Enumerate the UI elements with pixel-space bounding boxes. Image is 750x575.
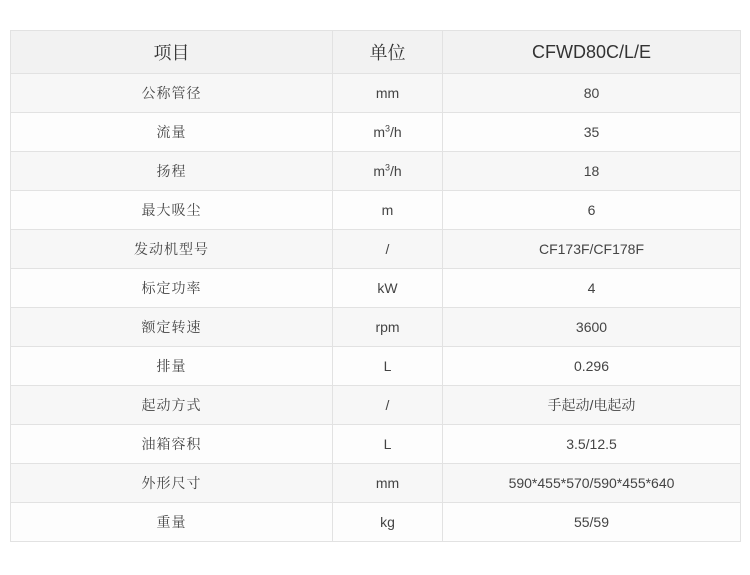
table-row	[11, 152, 741, 191]
row-spec-value: 35	[443, 113, 741, 152]
unit-suffix: /h	[390, 124, 402, 140]
unit-base: m	[373, 124, 385, 140]
row-item-label: 发动机型号	[11, 230, 333, 269]
table-row	[11, 74, 741, 113]
row-item-label: 最大吸尘	[11, 191, 333, 230]
row-spec-value: 55/59	[443, 503, 741, 542]
row-unit-value	[333, 152, 443, 191]
specification-table	[10, 30, 741, 542]
row-item-label: 起动方式	[11, 386, 333, 425]
table-row	[11, 230, 741, 269]
row-spec-value: 0.296	[443, 347, 741, 386]
row-spec-value: 18	[443, 152, 741, 191]
column-header-unit: 单位	[333, 31, 443, 74]
row-item-label: 额定转速	[11, 308, 333, 347]
row-spec-value: 80	[443, 74, 741, 113]
row-item-label: 标定功率	[11, 269, 333, 308]
table-row	[11, 113, 741, 152]
table-header-row	[11, 31, 741, 74]
row-unit-value: mm	[333, 464, 443, 503]
row-unit-value: L	[333, 347, 443, 386]
row-unit-value: kW	[333, 269, 443, 308]
table-row	[11, 386, 741, 425]
table-row	[11, 269, 741, 308]
column-header-model: CFWD80C/L/E	[443, 31, 741, 74]
row-spec-value: 4	[443, 269, 741, 308]
row-item-label: 公称管径	[11, 74, 333, 113]
row-unit-value: rpm	[333, 308, 443, 347]
unit-base: m	[373, 163, 385, 179]
row-item-label: 重量	[11, 503, 333, 542]
table-row	[11, 347, 741, 386]
unit-suffix: /h	[390, 163, 402, 179]
row-spec-value: 6	[443, 191, 741, 230]
table-row	[11, 464, 741, 503]
row-unit-value: m	[333, 191, 443, 230]
table-row	[11, 425, 741, 464]
unit-superscript: 3	[384, 162, 390, 173]
table-body	[11, 31, 741, 542]
row-item-label: 油箱容积	[11, 425, 333, 464]
row-item-label: 外形尺寸	[11, 464, 333, 503]
row-unit-value: L	[333, 425, 443, 464]
row-spec-value: 手起动/电起动	[443, 386, 741, 425]
row-item-label: 排量	[11, 347, 333, 386]
unit-superscript: 3	[384, 123, 390, 134]
table-row	[11, 191, 741, 230]
row-unit-value: kg	[333, 503, 443, 542]
table-row	[11, 308, 741, 347]
row-unit-value: /	[333, 230, 443, 269]
row-unit-value	[333, 113, 443, 152]
row-spec-value: 3600	[443, 308, 741, 347]
row-unit-value: /	[333, 386, 443, 425]
row-item-label: 扬程	[11, 152, 333, 191]
row-item-label: 流量	[11, 113, 333, 152]
row-unit-value: mm	[333, 74, 443, 113]
table-row	[11, 503, 741, 542]
column-header-item: 项目	[11, 31, 333, 74]
row-spec-value: CF173F/CF178F	[443, 230, 741, 269]
row-spec-value: 590*455*570/590*455*640	[443, 464, 741, 503]
row-spec-value: 3.5/12.5	[443, 425, 741, 464]
